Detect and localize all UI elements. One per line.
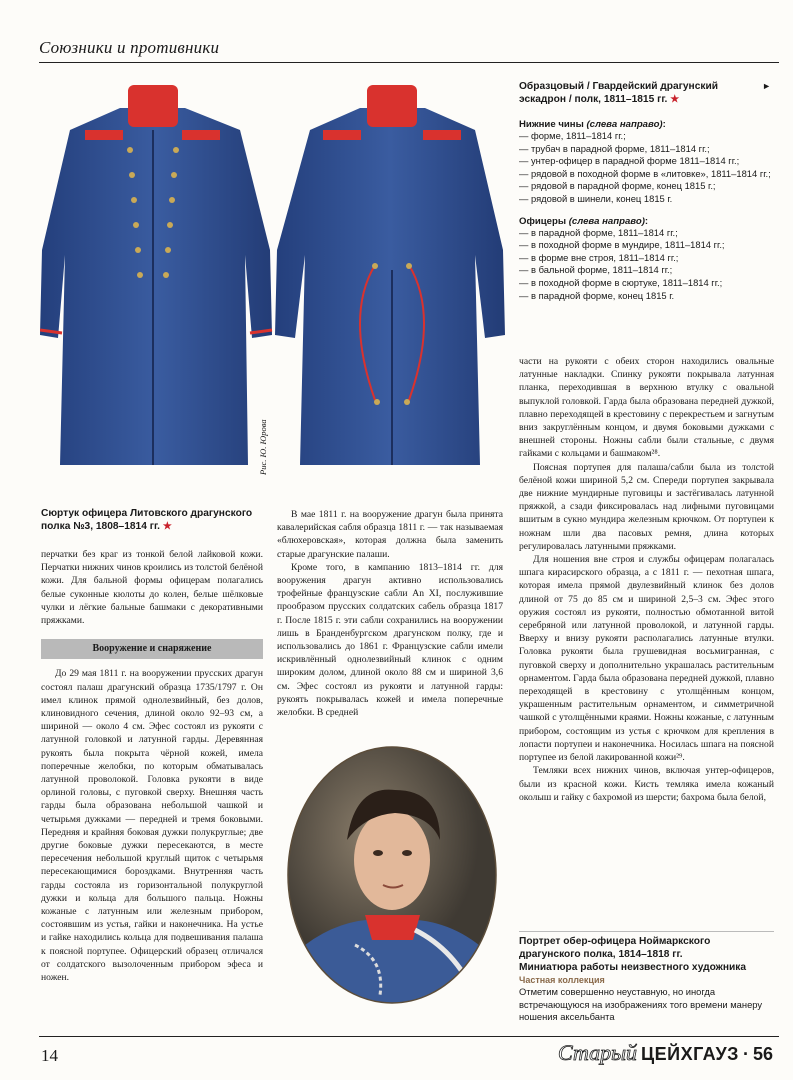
list-item: — рядовой в шинели, конец 1815 г. xyxy=(519,192,673,204)
list-item: — в походной форме в мундире, 1811–1814 гг.; xyxy=(519,239,725,251)
column-3 xyxy=(519,355,774,804)
list-item: — унтер-офицер в парадной форме 1811–1814 гг.; xyxy=(519,155,740,167)
list-item: — в парадной форме, конец 1815 г. xyxy=(519,289,675,301)
paragraph: В мае 1811 г. на вооружение драгун была принята кавалерийская сабля образца 1811 г. — так называемая «блюхеровская», которая должна была заменить старые драгунские палаши. xyxy=(277,509,503,560)
portrait-note: Отметим совершенно неуставную, но иногда встречающуюся на изображениях того времени манеру ношения аксельбанта xyxy=(519,986,763,1022)
uniform-legend xyxy=(519,80,771,302)
legend-title-text: Образцовый / Гвардейский драгунский эскадрон / полк, 1811–1815 гг. xyxy=(519,81,719,105)
paragraph: Кроме того, в кампанию 1813–1814 гг. для вооружения драгун активно использовались трофейные французские сабли An XI, послужившие прообразом прусских солдатских сабель образца 1817 г. После 1815 г. эти сабли сохранились на вооружении лишь в Бранденбургском драгунском полку, где и использовались до 1861 г. Французские сабли имели искривлённый однолезвийный клинок с одним широким долом, длиной около 88 см и шириной 3,6 см. Эфес состоял из рукояти и латунной гарды: рукоять покрывалась кожей и имела поперечные желобки. В средней xyxy=(277,561,503,719)
brand-separator: · xyxy=(742,1044,749,1064)
list-item: — рядовой в парадной форме, конец 1815 г.; xyxy=(519,180,716,192)
illustration-credit: Рис. Ю. Юрова xyxy=(258,419,268,475)
coat-front xyxy=(40,85,272,465)
paragraph: До 29 мая 1811 г. на вооружении прусских драгун состоял палаш драгунский образца 1735/1797 г. Он имел клинок прямой однолезвийный, без долов, клиновидного сечения, длиной около 92–93 см, а шириной — около 4 см. Эфес состоял из рукояти с латунной головкой и латунной гарды. Деревянная рукоять была покрыта чёрной кожей, имела поперечные желобки, по которым обматывалась латунной проволокой. Головка рукояти в виде орлиной головы, с пуговкой сверху. Внешняя часть гарды была образована небольшой чашкой и четырьмя дужками — передней и тремя боковыми. Передняя и крайняя боковая дужки полукруглые; две другие боковые дужки пересекаются, в месте пересечения небольшой круглый щиток с четырьмя пересекающимися бороздками. Внутренняя часть гарды состояла из горизонтальной полукруглой дужки и кольца для большого пальца. Ножны кожаные с латунным или железным прибором, состоявшим из устья, гайки и наконечника. На устье и гайке находились кольца для подвешивания палаша к поясной портупее. Офицерский образец отличался от солдатского вызолоченным прибором эфеса и ножен. xyxy=(41,668,263,984)
arrow-right-icon: ► xyxy=(762,81,771,91)
list-item: — форме, 1811–1814 гг.; xyxy=(519,130,626,141)
officers-heading-text: Офицеры xyxy=(519,215,567,227)
list-item: — трубач в парадной форме, 1811–1814 гг.; xyxy=(519,142,710,154)
ranks-heading-note: (слева направо) xyxy=(586,119,663,130)
list-item: — рядовой в походной форме в «литовке», 1811–1814 гг.; xyxy=(519,167,771,179)
portrait-caption-title: Портрет обер-офицера Ноймаркского драгунского полка, 1814–1818 гг. xyxy=(519,936,711,960)
column-2 xyxy=(277,508,503,719)
footer-rule xyxy=(39,1036,779,1037)
officers-heading-note: (слева направо) xyxy=(568,215,645,227)
column-1 xyxy=(41,548,263,984)
star-icon: ★ xyxy=(162,521,172,532)
list-item: — в походной форме в сюртуке, 1811–1814 гг.; xyxy=(519,276,723,288)
brand-name: ЦЕЙХГАУЗ xyxy=(641,1044,739,1064)
legend-title xyxy=(519,80,771,106)
paragraph: Для ношения вне строя и службы офицерам полагалась шпага кирасирского образца, а с 1811 г. — пехотная шпага, которая имела прямой двулезвийный клинок без долов длиной от 75 до 85 см и шириной 2,5–3 см. Эфес этого оружия состоял из рукояти, полностью обмотанной витой серебряной или латунной проволокой, и латунной гарды. Вверху и внизу рукояти располагались латунные втулки. Головка рукояти была грушевидная восьмигранная, с пуговкой сверху и дополнительно украшалась растительным орнаментом. Гарда была образована передней дужкой, плавно переходящей в крестовину с утолщённым концом, украшенным растительным орнаментом, и симметричной чашкой с утолщёнными краями. Ножны кожаные, с латунным прибором, состоящим из устья с крючком для крепления в лопасти портупеи и наконечника. Носилась шпага на поясной портупее из белой лакированной кожи²⁹. xyxy=(519,554,774,764)
header-rule xyxy=(39,62,779,63)
paragraph: Темляки всех нижних чинов, включая унтер-офицеров, были из красной кожи. Кисть темляка имела кожаный околыш и гайку с бахромой из шерсти; бахрома была белой, xyxy=(519,765,774,803)
portrait-miniature xyxy=(285,745,500,1005)
portrait-caption-subtitle: Миниатюра работы неизвестного художника xyxy=(519,962,747,973)
ranks-list xyxy=(519,130,771,206)
officers-heading: Офицеры (слева направо): xyxy=(519,215,649,227)
section-header: Союзники и противники xyxy=(39,38,220,57)
paragraph: перчатки без краг из тонкой белой лайковой кожи. Перчатки нижних чинов кроились из толстой белёной кожи. Для бальной формы офицерам полагались белые суконные кюлоты до колен, белые шёлковые чулки и лёгкие бальные башмаки с декоративными пряжками. xyxy=(41,549,263,627)
section-heading: Вооружение и снаряжение xyxy=(41,639,263,659)
coat-back xyxy=(275,85,505,465)
list-item: — в бальной форме, 1811–1814 гг.; xyxy=(519,264,673,276)
page-number: 14 xyxy=(41,1046,58,1065)
star-icon: ★ xyxy=(670,94,680,105)
list-item: — в форме вне строя, 1811–1814 гг.; xyxy=(519,251,679,263)
ranks-heading: Нижние чины (слева направо): xyxy=(519,119,666,130)
portrait-source: Частная коллекция xyxy=(519,975,605,985)
paragraph: части на рукояти с обеих сторон находились овальные латунные накладки. Спинку рукояти покрывала латунная планка, переходившая в верхнюю втулку с овальной выпуклой головкой. Гарда была образована передней дужкой, плавно переходящей в крестовину с перекрестьем и загнутым вниз закруглённым концом, и двумя боковыми дужками с внешней стороны. Ножны сабли были стальные, с двумя гайками с кольцами и башмаком²⁸. xyxy=(519,356,774,460)
portrait-caption xyxy=(519,931,774,1024)
magazine-brand xyxy=(558,1040,773,1066)
list-item: — в парадной форме, 1811–1814 гг.; xyxy=(519,226,678,238)
ranks-heading-text: Нижние чины xyxy=(519,119,584,130)
coat-caption xyxy=(41,507,261,533)
brand-script: Старый xyxy=(557,1040,637,1065)
coat-illustration xyxy=(40,80,505,465)
coat-caption-text: Сюртук офицера Литовского драгунского полка №3, 1808–1814 гг. xyxy=(41,508,253,532)
officers-list xyxy=(519,227,771,303)
issue-number: 56 xyxy=(752,1044,773,1064)
paragraph: Поясная портупея для палаша/сабли была из толстой белёной кожи шириной 5,2 см. Спереди портупея закрывала две нижние мундирные пуговицы и застёгивалась латунной пряжкой, а сзади фиксировалась над лифными пуговицами вшитым в сукно мундира железным крючком. От портупеи к ножнам шли два пасовых ремня, длина которых регулировалась латунными пряжками. xyxy=(519,461,774,552)
